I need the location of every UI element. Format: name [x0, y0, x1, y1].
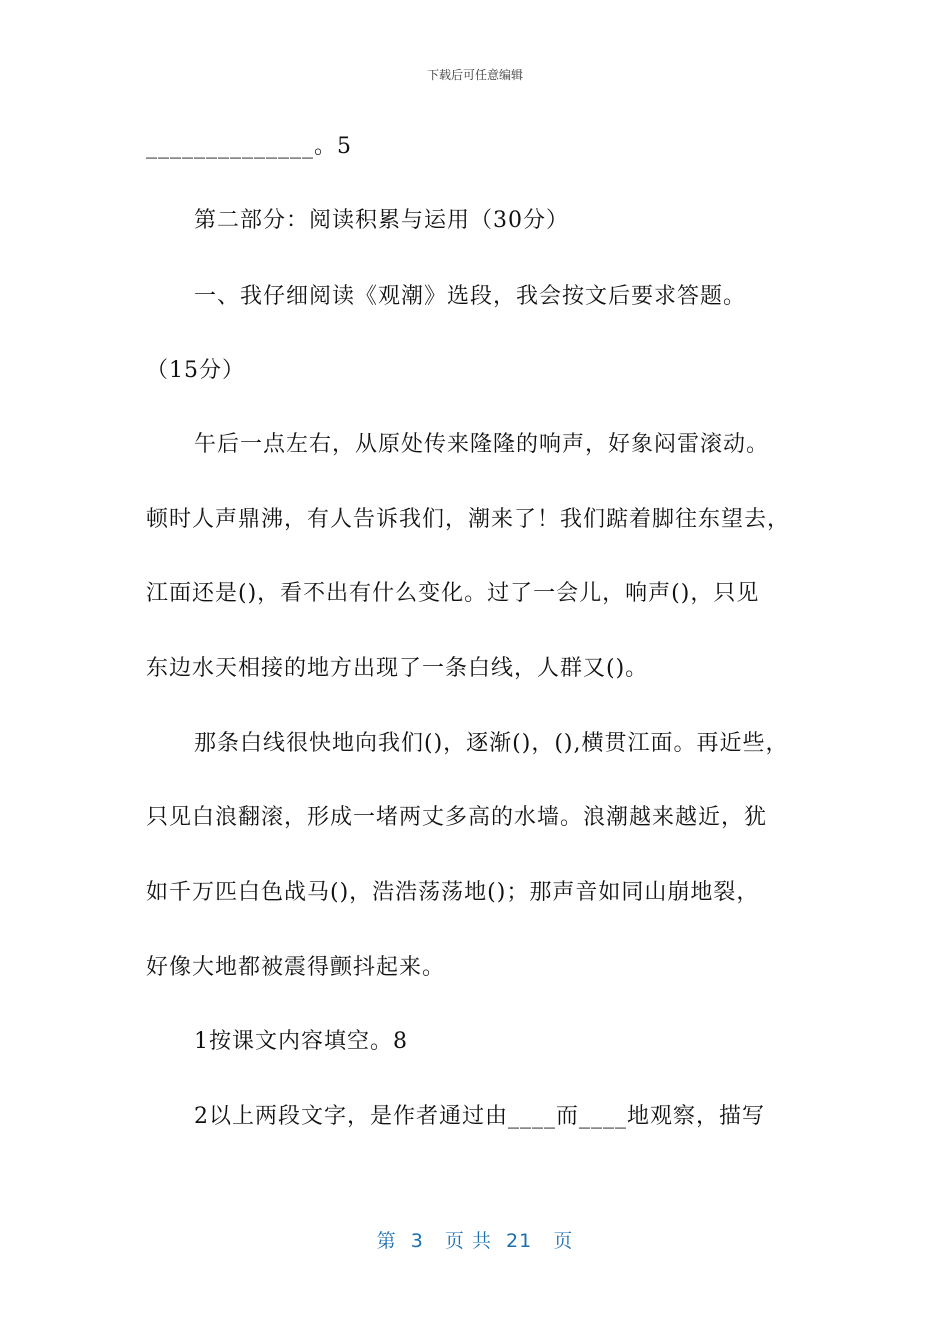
- passage-line: 那条白线很快地向我们()，逐渐()，(),横贯江面。再近些，: [194, 731, 789, 756]
- page-number-text: 第 3 页 共 21 页: [376, 1230, 574, 1252]
- question-heading: 一、我仔细阅读《观潮》选段，我会按文后要求答题。: [194, 284, 747, 309]
- passage-line: 午后一点左右，从原处传来隆隆的响声，好象闷雷滚动。: [194, 432, 770, 457]
- passage-line: 顿时人声鼎沸，有人告诉我们，潮来了！我们踮着脚往东望去，: [146, 507, 791, 532]
- passage-line: 江面还是()，看不出有什么变化。过了一会儿，响声()，只见: [146, 581, 760, 606]
- page-footer: [0, 1226, 950, 1253]
- passage-line: 好像大地都被震得颤抖起来。: [146, 955, 446, 980]
- question-score: （15分）: [146, 358, 245, 383]
- sub-question: 1按课文内容填空。8: [194, 1029, 408, 1054]
- passage-line: 只见白浪翻滚，形成一堵两丈多高的水墙。浪潮越来越近，犹: [146, 805, 768, 830]
- answer-blank-line: ______________。5: [146, 134, 352, 159]
- passage-line: 如千万匹白色战马()，浩浩荡荡地()；那声音如同山崩地裂，: [146, 880, 760, 905]
- section-heading: 第二部分：阅读积累与运用（30分）: [194, 208, 569, 233]
- passage-line: 东边水天相接的地方出现了一条白线，人群又()。: [146, 656, 649, 681]
- header-note: 下载后可任意编辑: [426, 68, 523, 82]
- sub-question: 2以上两段文字，是作者通过由____而____地观察，描写: [194, 1104, 765, 1129]
